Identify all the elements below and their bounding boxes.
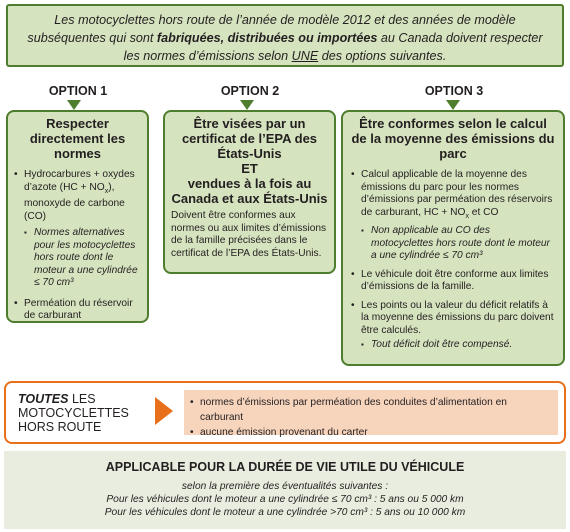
option2-arrow-icon (240, 100, 254, 110)
requirement-fuel-lines: • normes d’émissions par perméation des conduites d’alimentation en carburant (190, 395, 552, 425)
option3-heading: OPTION 3 (424, 84, 484, 98)
orange-arrow-icon (155, 397, 173, 425)
option1-bullet-permeation: • Perméation du réservoir de carburant (14, 298, 141, 323)
intro-text-part2: au Canada doivent respecter les normes d’émissions selon (123, 31, 543, 63)
useful-life-small-engine: Pour les véhicules dont le moteur a une cylindrée ≤ 70 cm³ : 5 ans ou 5 000 km (106, 494, 464, 505)
intro-text-part1: Les motocyclettes hors route de l’année de modèle 2012 et des années de modèle subséquentes qui sont (27, 13, 516, 45)
option2-title-line1: Être visées par un certificat de l’EPA des États-Unis (181, 116, 318, 161)
useful-life-large-engine: Pour les véhicules dont le moteur a une cylindrée >70 cm³ : 5 ans ou 10 000 km (104, 507, 466, 518)
option3-sub-co: ▪ Non applicable au CO des motocyclettes hors route dont le moteur a une cylindrée ≤ 70 cm³ (361, 225, 555, 263)
all-motorcycles-label (18, 392, 138, 434)
option3-bullet-calculation: • Calcul applicable de la moyenne des émissions du parc pour les normes d’émissions par perméation des réservoirs de carburant, HC + $NO_x$ et CO (351, 169, 555, 223)
all-motorcycles-requirements (184, 390, 558, 438)
intro-text-bold: fabriquées, distribuées ou importées (156, 31, 378, 45)
option2-heading: OPTION 2 (220, 84, 280, 98)
option2-title-line3: vendues à la fois au Canada et aux États-Unis (171, 176, 328, 206)
option2-text: Doivent être conformes aux normes ou aux limites d’émissions de la famille précisées dans le certificat de l’EPA des États-Unis. (171, 210, 327, 259)
requirement-crankcase: • aucune émission provenant du carter (190, 425, 552, 440)
option3-title: Être conformes selon le calcul de la moyenne des émissions du parc (351, 116, 555, 161)
option2-title-and: ET (241, 161, 258, 176)
option1-list (14, 169, 141, 323)
option3-bullet-family: • Le véhicule doit être conforme aux limites d’émissions de la famille. (351, 269, 555, 294)
all-motorcycles-bold: TOUTES (18, 392, 69, 406)
option2-box (163, 110, 336, 274)
intro-banner (6, 4, 564, 67)
option3-box (341, 110, 565, 366)
option1-heading: OPTION 1 (48, 84, 108, 98)
intro-text-une: UNE (291, 49, 319, 63)
option1-bullet-pollutants: • Hydrocarbures + oxydes d’azote $(HC + NO_x)$, monoxyde de carbone (CO) (14, 169, 141, 223)
useful-life-heading: APPLICABLE POUR LA DURÉE DE VIE UTILE DU VÉHICULE (105, 460, 465, 474)
option3-arrow-icon (446, 100, 460, 110)
intro-text-part3: des options suivantes. (318, 49, 447, 63)
option1-title: Respecter directement les normes (29, 116, 126, 161)
option1-box (6, 110, 149, 323)
useful-life-intro: selon la première des éventualités suivantes : (181, 481, 389, 492)
option3-sub-compensate: ▪ Tout déficit doit être compensé. (361, 339, 555, 352)
option3-list (351, 169, 555, 352)
all-motorcycles-rest: LES MOTOCYCLETTES HORS ROUTE (18, 392, 129, 434)
useful-life-section (4, 451, 566, 529)
option1-sub-alternative: ▪ Normes alternatives pour les motocyclettes hors route dont le moteur a une cylindrée ≤ 70 cm³ (24, 227, 141, 290)
option1-arrow-icon (67, 100, 81, 110)
option3-bullet-deficit: • Les points ou la valeur du déficit relatifs à la moyenne des émissions du parc doivent être calculés. (351, 300, 555, 338)
